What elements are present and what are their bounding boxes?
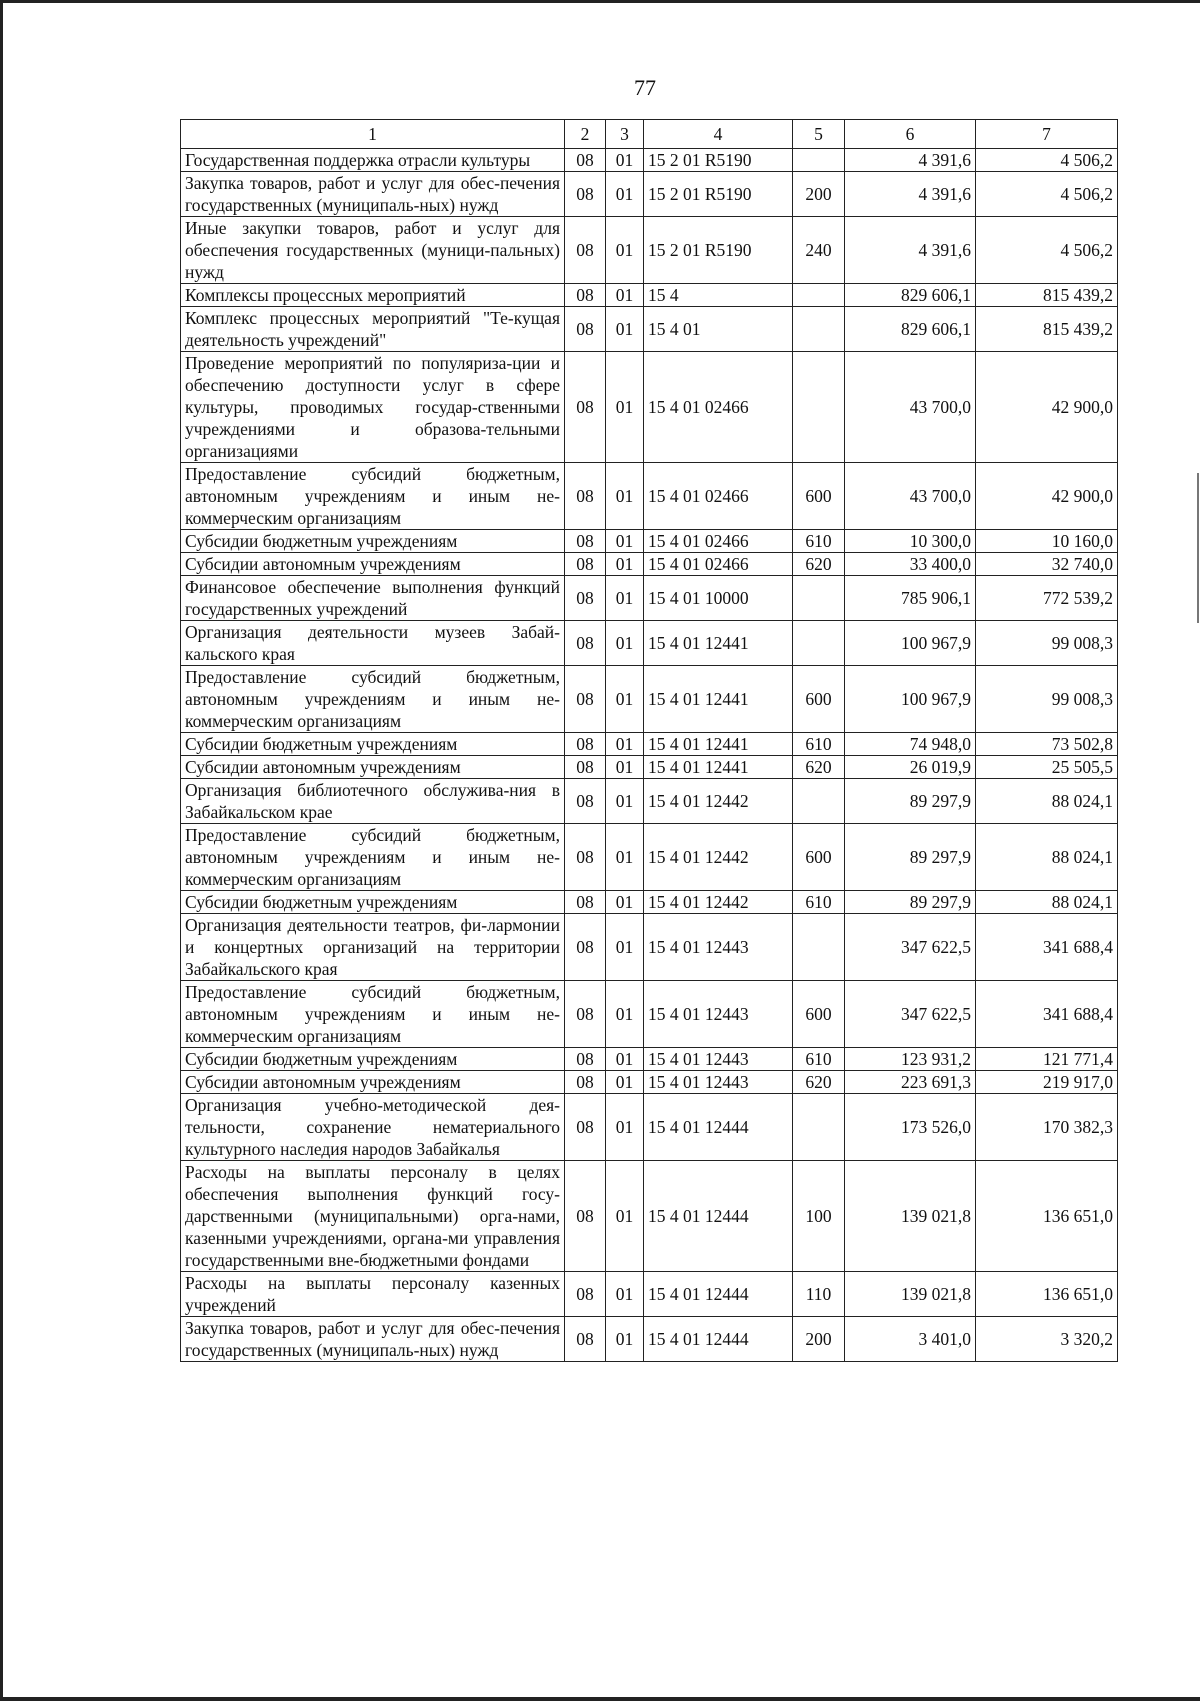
table-header-row: [181, 120, 1118, 149]
table-row: [181, 463, 1118, 530]
table-row: [181, 621, 1118, 666]
amount-year2-cell: 3 320,2: [976, 1317, 1118, 1362]
column-header: 5: [793, 120, 845, 149]
row-name-cell: Организация деятельности театров, фи-лармонии и концертных организаций на территории Забайкальского края: [181, 914, 565, 981]
target-article-cell: 15 4 01 02466: [644, 352, 793, 463]
subsection-code-cell: 01: [606, 352, 644, 463]
table-row: [181, 352, 1118, 463]
amount-year1-cell: 4 391,6: [845, 172, 976, 217]
section-code-cell: 08: [565, 530, 606, 553]
subsection-code-cell: 01: [606, 756, 644, 779]
row-name-cell: Проведение мероприятий по популяриза-ции и обеспечению доступности услуг в сфере культуры, проводимых государ-ственными учреждениями и образова-тельными организациями: [181, 352, 565, 463]
expense-type-cell: 110: [793, 1272, 845, 1317]
section-code-cell: 08: [565, 352, 606, 463]
row-name-cell: Субсидии автономным учреждениям: [181, 1071, 565, 1094]
row-name-cell: Закупка товаров, работ и услуг для обес-печения государственных (муниципаль-ных) нужд: [181, 1317, 565, 1362]
subsection-code-cell: 01: [606, 914, 644, 981]
subsection-code-cell: 01: [606, 576, 644, 621]
amount-year2-cell: 772 539,2: [976, 576, 1118, 621]
amount-year2-cell: 121 771,4: [976, 1048, 1118, 1071]
table-row: [181, 217, 1118, 284]
subsection-code-cell: 01: [606, 666, 644, 733]
expense-type-cell: 620: [793, 756, 845, 779]
section-code-cell: 08: [565, 553, 606, 576]
amount-year2-cell: 88 024,1: [976, 779, 1118, 824]
expense-type-cell: 200: [793, 1317, 845, 1362]
amount-year2-cell: 99 008,3: [976, 621, 1118, 666]
target-article-cell: 15 4 01 12443: [644, 1071, 793, 1094]
amount-year1-cell: 347 622,5: [845, 914, 976, 981]
row-name-cell: Расходы на выплаты персоналу в целях обеспечения выполнения функций госу-дарственными (муниципальными) орга-нами, казенными учреждениями, органа-ми управления государственными вне-бюджетными фондами: [181, 1161, 565, 1272]
amount-year1-cell: 829 606,1: [845, 284, 976, 307]
table-row: [181, 530, 1118, 553]
section-code-cell: 08: [565, 1317, 606, 1362]
subsection-code-cell: 01: [606, 307, 644, 352]
subsection-code-cell: 01: [606, 733, 644, 756]
section-code-cell: 08: [565, 463, 606, 530]
row-name-cell: Субсидии бюджетным учреждениям: [181, 530, 565, 553]
amount-year2-cell: 341 688,4: [976, 914, 1118, 981]
table-row: [181, 307, 1118, 352]
amount-year1-cell: 43 700,0: [845, 352, 976, 463]
amount-year2-cell: 341 688,4: [976, 981, 1118, 1048]
amount-year1-cell: 347 622,5: [845, 981, 976, 1048]
amount-year1-cell: 43 700,0: [845, 463, 976, 530]
subsection-code-cell: 01: [606, 1272, 644, 1317]
amount-year2-cell: 88 024,1: [976, 824, 1118, 891]
row-name-cell: Комплекс процессных мероприятий "Те-кущая деятельность учреждений": [181, 307, 565, 352]
amount-year2-cell: 99 008,3: [976, 666, 1118, 733]
row-name-cell: Государственная поддержка отрасли культуры: [181, 149, 565, 172]
expense-type-cell: [793, 779, 845, 824]
table-row: [181, 891, 1118, 914]
expense-type-cell: 610: [793, 530, 845, 553]
expense-type-cell: 240: [793, 217, 845, 284]
table-row: [181, 1161, 1118, 1272]
amount-year1-cell: 100 967,9: [845, 621, 976, 666]
amount-year2-cell: 4 506,2: [976, 149, 1118, 172]
amount-year2-cell: 815 439,2: [976, 307, 1118, 352]
amount-year2-cell: 42 900,0: [976, 463, 1118, 530]
section-code-cell: 08: [565, 1071, 606, 1094]
column-header: 1: [181, 120, 565, 149]
expense-type-cell: [793, 307, 845, 352]
amount-year2-cell: 25 505,5: [976, 756, 1118, 779]
target-article-cell: 15 4 01 12443: [644, 981, 793, 1048]
amount-year1-cell: 100 967,9: [845, 666, 976, 733]
table-row: [181, 779, 1118, 824]
table-row: [181, 149, 1118, 172]
amount-year1-cell: 139 021,8: [845, 1272, 976, 1317]
expense-type-cell: [793, 284, 845, 307]
table-row: [181, 172, 1118, 217]
subsection-code-cell: 01: [606, 149, 644, 172]
amount-year2-cell: 136 651,0: [976, 1161, 1118, 1272]
table-row: [181, 733, 1118, 756]
table-body: [181, 149, 1118, 1362]
expense-type-cell: 600: [793, 824, 845, 891]
target-article-cell: 15 4 01 12444: [644, 1094, 793, 1161]
row-name-cell: Финансовое обеспечение выполнения функций государственных учреждений: [181, 576, 565, 621]
amount-year1-cell: 89 297,9: [845, 891, 976, 914]
target-article-cell: 15 4 01 12444: [644, 1161, 793, 1272]
table-row: [181, 824, 1118, 891]
row-name-cell: Субсидии бюджетным учреждениям: [181, 1048, 565, 1071]
amount-year1-cell: 89 297,9: [845, 824, 976, 891]
column-header: 4: [644, 120, 793, 149]
column-header: 3: [606, 120, 644, 149]
amount-year2-cell: 42 900,0: [976, 352, 1118, 463]
target-article-cell: 15 4 01 12441: [644, 756, 793, 779]
expense-type-cell: 100: [793, 1161, 845, 1272]
subsection-code-cell: 01: [606, 284, 644, 307]
row-name-cell: Организация учебно-методической дея-тельности, сохранение нематериального культурного наследия народов Забайкалья: [181, 1094, 565, 1161]
table-row: [181, 1071, 1118, 1094]
subsection-code-cell: 01: [606, 1161, 644, 1272]
subsection-code-cell: 01: [606, 1071, 644, 1094]
row-name-cell: Предоставление субсидий бюджетным, автономным учреждениям и иным не-коммерческим организациям: [181, 666, 565, 733]
amount-year1-cell: 223 691,3: [845, 1071, 976, 1094]
amount-year1-cell: 74 948,0: [845, 733, 976, 756]
row-name-cell: Иные закупки товаров, работ и услуг для обеспечения государственных (муници-пальных) нужд: [181, 217, 565, 284]
target-article-cell: 15 4 01 12441: [644, 666, 793, 733]
row-name-cell: Предоставление субсидий бюджетным, автономным учреждениям и иным не-коммерческим организациям: [181, 463, 565, 530]
amount-year2-cell: 136 651,0: [976, 1272, 1118, 1317]
amount-year2-cell: 10 160,0: [976, 530, 1118, 553]
section-code-cell: 08: [565, 891, 606, 914]
row-name-cell: Субсидии бюджетным учреждениям: [181, 733, 565, 756]
expense-type-cell: 620: [793, 1071, 845, 1094]
subsection-code-cell: 01: [606, 1094, 644, 1161]
expense-type-cell: [793, 576, 845, 621]
table-row: [181, 756, 1118, 779]
amount-year1-cell: 139 021,8: [845, 1161, 976, 1272]
row-name-cell: Субсидии бюджетным учреждениям: [181, 891, 565, 914]
subsection-code-cell: 01: [606, 779, 644, 824]
column-header: 7: [976, 120, 1118, 149]
amount-year1-cell: 785 906,1: [845, 576, 976, 621]
amount-year1-cell: 829 606,1: [845, 307, 976, 352]
target-article-cell: 15 4 01 12442: [644, 891, 793, 914]
expense-type-cell: 600: [793, 981, 845, 1048]
expense-type-cell: 610: [793, 1048, 845, 1071]
row-name-cell: Закупка товаров, работ и услуг для обес-печения государственных (муниципаль-ных) нужд: [181, 172, 565, 217]
section-code-cell: 08: [565, 576, 606, 621]
section-code-cell: 08: [565, 284, 606, 307]
expense-type-cell: 610: [793, 891, 845, 914]
expense-type-cell: [793, 621, 845, 666]
section-code-cell: 08: [565, 666, 606, 733]
amount-year2-cell: 4 506,2: [976, 217, 1118, 284]
target-article-cell: 15 4 01 12441: [644, 733, 793, 756]
target-article-cell: 15 2 01 R5190: [644, 149, 793, 172]
target-article-cell: 15 4 01 12442: [644, 779, 793, 824]
table-row: [181, 1317, 1118, 1362]
table-row: [181, 1272, 1118, 1317]
section-code-cell: 08: [565, 1272, 606, 1317]
subsection-code-cell: 01: [606, 891, 644, 914]
expense-type-cell: 600: [793, 463, 845, 530]
subsection-code-cell: 01: [606, 981, 644, 1048]
amount-year1-cell: 89 297,9: [845, 779, 976, 824]
amount-year2-cell: 88 024,1: [976, 891, 1118, 914]
section-code-cell: 08: [565, 733, 606, 756]
scan-margin-mark: [1197, 473, 1199, 623]
target-article-cell: 15 4 01 12444: [644, 1272, 793, 1317]
expense-type-cell: [793, 352, 845, 463]
section-code-cell: 08: [565, 1048, 606, 1071]
amount-year2-cell: 170 382,3: [976, 1094, 1118, 1161]
subsection-code-cell: 01: [606, 1048, 644, 1071]
section-code-cell: 08: [565, 914, 606, 981]
page-number: 77: [634, 75, 656, 100]
section-code-cell: 08: [565, 149, 606, 172]
table-row: [181, 284, 1118, 307]
subsection-code-cell: 01: [606, 172, 644, 217]
section-code-cell: 08: [565, 824, 606, 891]
target-article-cell: 15 4 01 12442: [644, 824, 793, 891]
subsection-code-cell: 01: [606, 463, 644, 530]
target-article-cell: 15 2 01 R5190: [644, 217, 793, 284]
row-name-cell: Предоставление субсидий бюджетным, автономным учреждениям и иным не-коммерческим организациям: [181, 981, 565, 1048]
section-code-cell: 08: [565, 981, 606, 1048]
row-name-cell: Предоставление субсидий бюджетным, автономным учреждениям и иным не-коммерческим организациям: [181, 824, 565, 891]
expense-type-cell: [793, 149, 845, 172]
row-name-cell: Расходы на выплаты персоналу казенных учреждений: [181, 1272, 565, 1317]
subsection-code-cell: 01: [606, 553, 644, 576]
row-name-cell: Организация библиотечного обслужива-ния в Забайкальском крае: [181, 779, 565, 824]
expense-type-cell: 620: [793, 553, 845, 576]
target-article-cell: 15 4 01 10000: [644, 576, 793, 621]
target-article-cell: 15 4: [644, 284, 793, 307]
amount-year1-cell: 123 931,2: [845, 1048, 976, 1071]
budget-table: [180, 119, 1118, 1362]
amount-year1-cell: 10 300,0: [845, 530, 976, 553]
amount-year1-cell: 3 401,0: [845, 1317, 976, 1362]
section-code-cell: 08: [565, 621, 606, 666]
target-article-cell: 15 4 01 02466: [644, 530, 793, 553]
target-article-cell: 15 4 01 12443: [644, 1048, 793, 1071]
table-row: [181, 553, 1118, 576]
expense-type-cell: [793, 1094, 845, 1161]
subsection-code-cell: 01: [606, 621, 644, 666]
target-article-cell: 15 4 01 12441: [644, 621, 793, 666]
expense-type-cell: [793, 914, 845, 981]
section-code-cell: 08: [565, 756, 606, 779]
column-header: 2: [565, 120, 606, 149]
target-article-cell: 15 4 01 12444: [644, 1317, 793, 1362]
section-code-cell: 08: [565, 779, 606, 824]
target-article-cell: 15 4 01: [644, 307, 793, 352]
table-row: [181, 981, 1118, 1048]
subsection-code-cell: 01: [606, 217, 644, 284]
amount-year2-cell: 815 439,2: [976, 284, 1118, 307]
amount-year1-cell: 4 391,6: [845, 217, 976, 284]
row-name-cell: Субсидии автономным учреждениям: [181, 756, 565, 779]
section-code-cell: 08: [565, 307, 606, 352]
section-code-cell: 08: [565, 1094, 606, 1161]
subsection-code-cell: 01: [606, 1317, 644, 1362]
target-article-cell: 15 4 01 02466: [644, 463, 793, 530]
target-article-cell: 15 2 01 R5190: [644, 172, 793, 217]
target-article-cell: 15 4 01 02466: [644, 553, 793, 576]
row-name-cell: Комплексы процессных мероприятий: [181, 284, 565, 307]
table-row: [181, 1094, 1118, 1161]
amount-year1-cell: 4 391,6: [845, 149, 976, 172]
amount-year2-cell: 73 502,8: [976, 733, 1118, 756]
amount-year1-cell: 173 526,0: [845, 1094, 976, 1161]
table-row: [181, 914, 1118, 981]
section-code-cell: 08: [565, 172, 606, 217]
amount-year1-cell: 26 019,9: [845, 756, 976, 779]
table-row: [181, 666, 1118, 733]
column-header: 6: [845, 120, 976, 149]
subsection-code-cell: 01: [606, 530, 644, 553]
expense-type-cell: 610: [793, 733, 845, 756]
section-code-cell: 08: [565, 217, 606, 284]
amount-year2-cell: 4 506,2: [976, 172, 1118, 217]
table-row: [181, 576, 1118, 621]
amount-year2-cell: 219 917,0: [976, 1071, 1118, 1094]
expense-type-cell: 200: [793, 172, 845, 217]
amount-year2-cell: 32 740,0: [976, 553, 1118, 576]
amount-year1-cell: 33 400,0: [845, 553, 976, 576]
target-article-cell: 15 4 01 12443: [644, 914, 793, 981]
row-name-cell: Организация деятельности музеев Забай-кальского края: [181, 621, 565, 666]
row-name-cell: Субсидии автономным учреждениям: [181, 553, 565, 576]
section-code-cell: 08: [565, 1161, 606, 1272]
table-row: [181, 1048, 1118, 1071]
subsection-code-cell: 01: [606, 824, 644, 891]
expense-type-cell: 600: [793, 666, 845, 733]
